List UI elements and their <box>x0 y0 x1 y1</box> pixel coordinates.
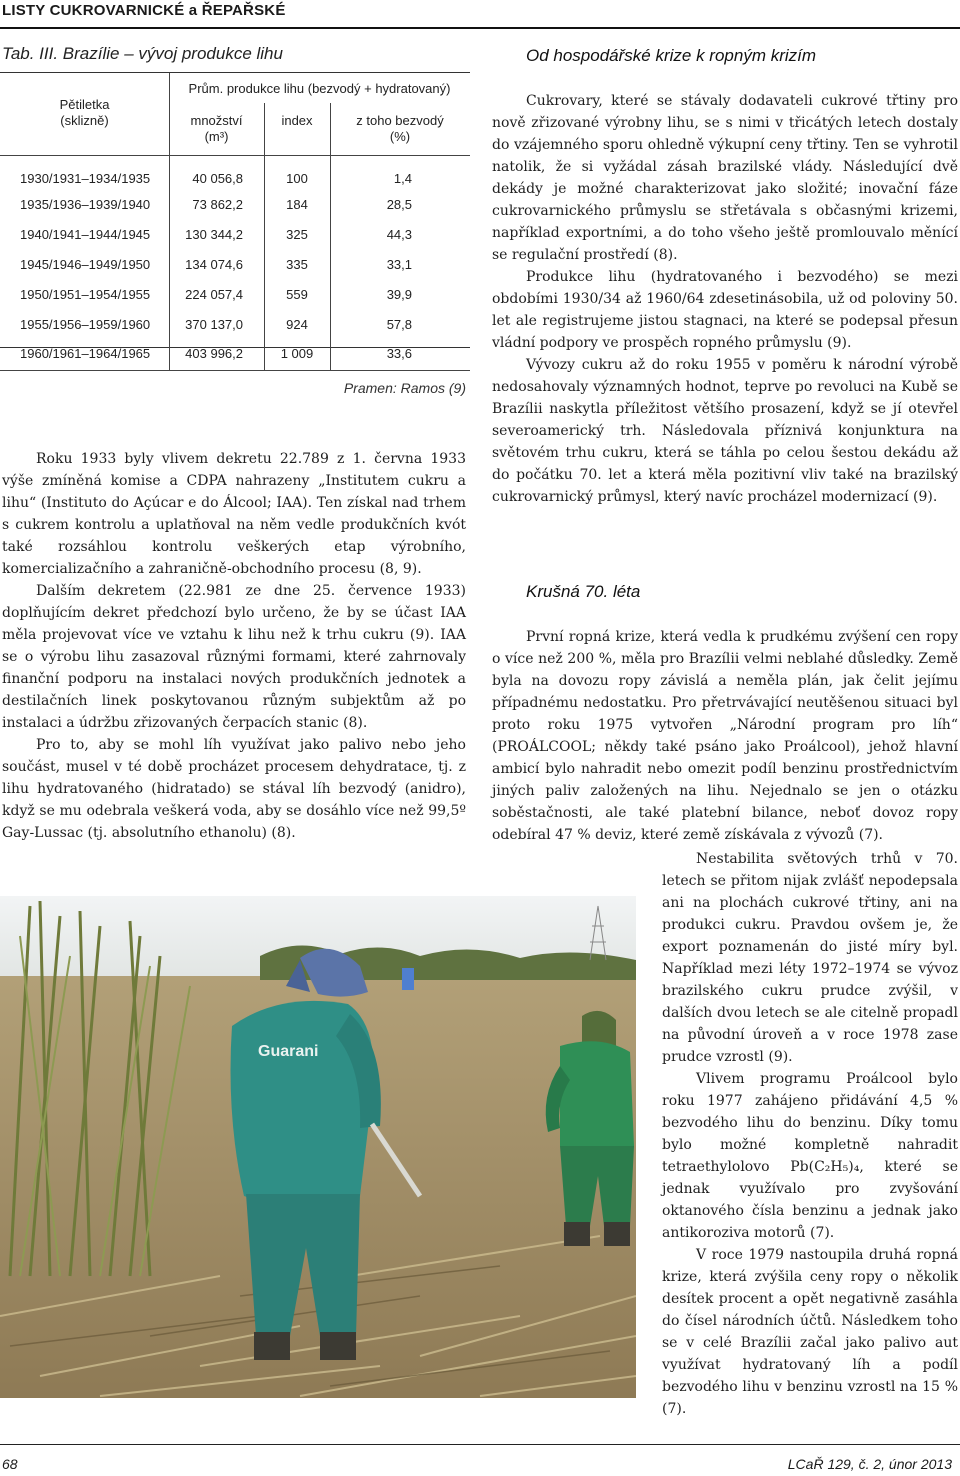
shirt-logo: Guarani <box>258 1043 319 1060</box>
production-table <box>0 72 470 348</box>
cell-share: 33,1 <box>386 257 412 272</box>
cell-amount: 130 344,2 <box>185 227 243 242</box>
footer-rule <box>0 1444 960 1445</box>
cell-share: 57,8 <box>386 317 412 332</box>
running-head: LISTY CUKROVARNICKÉ a ŘEPAŘSKÉ <box>2 2 286 19</box>
header-index: index <box>281 113 313 128</box>
table-divider <box>264 103 265 347</box>
table-divider <box>330 346 331 370</box>
issue-reference: LCaŘ 129, č. 2, únor 2013 <box>787 1456 952 1472</box>
cell-period: 1955/1956–1959/1960 <box>20 317 151 332</box>
paragraph: Vývozy cukru až do roku 1955 v poměru k národní výrobě nedosahovaly významných hodnot, teprve po revoluci na Kubě se Brazílii naskytla příležitost většího prosazení, když se jí otevřel severoamerický trh. Následovala příznivá konjunktura na světovém trhu cukru, která se táhla po celou šestou dekádu až do počátku 70. let a která měla pozitivní vliv také na brazilský cukrovarnický průmysl, který navíc procházel modernizací (9). <box>492 357 958 505</box>
paragraph: Cukrovary, které se stávaly dodavateli cukrové třtiny pro nově zřizované výrobny lihu, se s nimi v třicátých letech dostaly do vzájemného sporu ohledně výkupní ceny třtiny. Ten se vyhrotil natolik, že si vyžádal zásah brazilské vlády. Následující dvě dekády je možné charakterizovat jako složité; inovační fáze cukrovarnického průmyslu se střetávala s občasnými krizemi, například exportními, a do toho všeho ještě promlouvalo měnící se regulační prostředí (8). <box>492 93 958 263</box>
table-caption: Tab. III. Brazílie – vývoj produkce lihu <box>2 44 283 63</box>
header-amount: množství <box>190 113 243 128</box>
cell-index: 325 <box>286 227 308 242</box>
paragraph: První ropná krize, která vedla k prudkému zvýšení cen ropy o více než 200 %, měla pro Brazílii velmi neblahé důsledky. Země byla na dovozu ropy závislá a neměla plán, jak čelit jejímu případnému nedostatku. Pro přetrvávající neutěšenou situaci byl proto roku 1975 vytvořen „Národní program pro líh“ (PROÁLCOOL; někdy také psáno jako Proálcool), jehož hlavní ambicí bylo nahradit nebo omezit podíl benzinu prostřednictvím jiných paliv založených na lihu. Nejednalo se jen o otázku soběstačnosti, ale také platební bilance, neboť dovoz ropy odebíral 47 % deviz, které země získávala z vývozů (7). <box>492 629 958 843</box>
cell-index: 1 009 <box>280 346 314 361</box>
cell-share: 39,9 <box>386 287 412 302</box>
paragraph: Nestabilita světových trhů v 70. letech se přitom nijak zvlášť nepodepsala ani na plochách cukrové třtiny, ani na produkci cukru. Pravdou ovšem je, že export poznamenán do jisté míry byl. Například mezi léty 1972–1974 se vývoz brazilského cukru prudce zvýšil, v dalších dvou letech se ale citelně propadl na původní úroveň a v roce 1978 zase prudce vzrostl (9). <box>662 851 958 1065</box>
table-divider <box>169 346 170 370</box>
paragraph: V roce 1979 nastoupila druhá ropná krize, která zvýšila ceny ropy o několik desítek procent a opět negativně zasáhla do čísel národních účtů. Následkem toho se v celé Brazílii začal jako palivo aut využívat hydratovaný líh a podíl bezvodého lihu v benzinu vzrostl na 15 % (7). <box>662 1247 958 1417</box>
paragraph: Vlivem programu Proálcool bylo roku 1977 zahájeno přidávání 4,5 % bezvodého lihu do benzinu. Díky tomu bylo možné kompletně nahradit tetraethylolovo Pb(C₂H₅)₄, které se jednak využívalo pro zvyšování oktanového čísla benzinu a jednak jako antikoroziva motorů (7). <box>662 1071 958 1241</box>
cell-amount: 224 057,4 <box>185 287 243 302</box>
cell-period: 1940/1941–1944/1945 <box>20 227 151 242</box>
header-share-unit: (%) <box>389 129 411 144</box>
cell-index: 100 <box>286 171 308 186</box>
table-bottom-rule <box>0 370 470 371</box>
header-share: z toho bezvodý <box>356 113 444 128</box>
cell-amount: 370 137,0 <box>185 317 243 332</box>
cell-index: 184 <box>286 197 308 212</box>
right-column-middle <box>492 626 958 846</box>
cell-share: 44,3 <box>386 227 412 242</box>
right-column-narrow <box>662 848 958 1420</box>
cell-amount: 134 074,6 <box>185 257 243 272</box>
cell-amount: 403 996,2 <box>185 346 243 361</box>
section-heading: Od hospodářské krize k ropným krizím <box>526 46 817 65</box>
cell-index: 559 <box>286 287 308 302</box>
right-column-top <box>492 90 958 508</box>
cell-index: 924 <box>286 317 308 332</box>
cell-index: 335 <box>286 257 308 272</box>
running-head-rule <box>0 27 960 29</box>
page-number: 68 <box>2 1456 18 1472</box>
cell-amount: 40 056,8 <box>192 171 243 186</box>
cell-share: 28,5 <box>386 197 412 212</box>
paragraph: Produkce lihu (hydratovaného i bezvodého) se mezi obdobími 1930/34 až 1960/64 zdesetinásobila, už od poloviny 50. let ale registrujeme jistou stagnaci, na které se podepsal přesun vládní podpory ve prospěch ropného průmyslu (9). <box>492 269 958 351</box>
section-heading: Krušná 70. léta <box>526 582 641 601</box>
table-divider <box>264 346 265 370</box>
table-source: Pramen: Ramos (9) <box>343 380 466 396</box>
cell-period: 1935/1936–1939/1940 <box>20 197 151 212</box>
cell-share: 33,6 <box>386 346 412 361</box>
paragraph: Pro to, aby se mohl líh využívat jako palivo nebo jeho součást, musel v té době procházet procesem dehydratace, tj. z lihu hydratovaného (hidratado) se stával líh bezvodý (anidro), když se mu odebrala veškerá voda, aby se dosáhlo více než 99,5º Gay-Lussac (tj. absolutního ethanolu) (8). <box>2 737 466 841</box>
header-period: Pětiletka <box>59 97 110 112</box>
sugarcane-harvest-photo <box>0 896 636 1398</box>
left-column <box>2 448 466 844</box>
header-group: Prům. produkce lihu (bezvodý + hydratovaný) <box>188 81 451 96</box>
header-amount-unit: (m³) <box>204 129 229 144</box>
cell-period: 1950/1951–1954/1955 <box>20 287 151 302</box>
paragraph: Dalším dekretem (22.981 ze dne 25. července 1933) doplňujícím dekret předchozí bylo určeno, že by se účast IAA měla projevovat více ve vztahu k lihu než k trhu cukru (9). IAA se o výrobu lihu zasazoval různými formami, které zahrnovaly finanční podporu na instalaci nových produkčních jednotek a destilačních linek poskytovanou různým subjektům až po instalaci a údržbu zřizovaných čerpacích stanic (8). <box>2 583 466 731</box>
cell-period: 1930/1931–1934/1935 <box>20 171 151 186</box>
cell-amount: 73 862,2 <box>192 197 243 212</box>
cell-period: 1960/1961–1964/1965 <box>20 346 151 361</box>
paragraph: Roku 1933 byly vlivem dekretu 22.789 z 1. června 1933 výše zmíněná komise a CDPA nahrazeny „Institutem cukru a lihu“ (Instituto do Açúcar e do Álcool; IAA). Ten získal nad trhem s cukrem kontrolu a uplatňoval na něm vedle produkčních kvót také rozsáhlou kontrolu veškerých etap výrobního, komercializačního a zahraničně-obchodního procesu (8, 9). <box>2 451 466 577</box>
cell-period: 1945/1946–1949/1950 <box>20 257 151 272</box>
table-header-rule <box>0 155 470 156</box>
header-period-sub: (sklizně) <box>60 113 109 128</box>
cell-share: 1,4 <box>393 171 412 186</box>
